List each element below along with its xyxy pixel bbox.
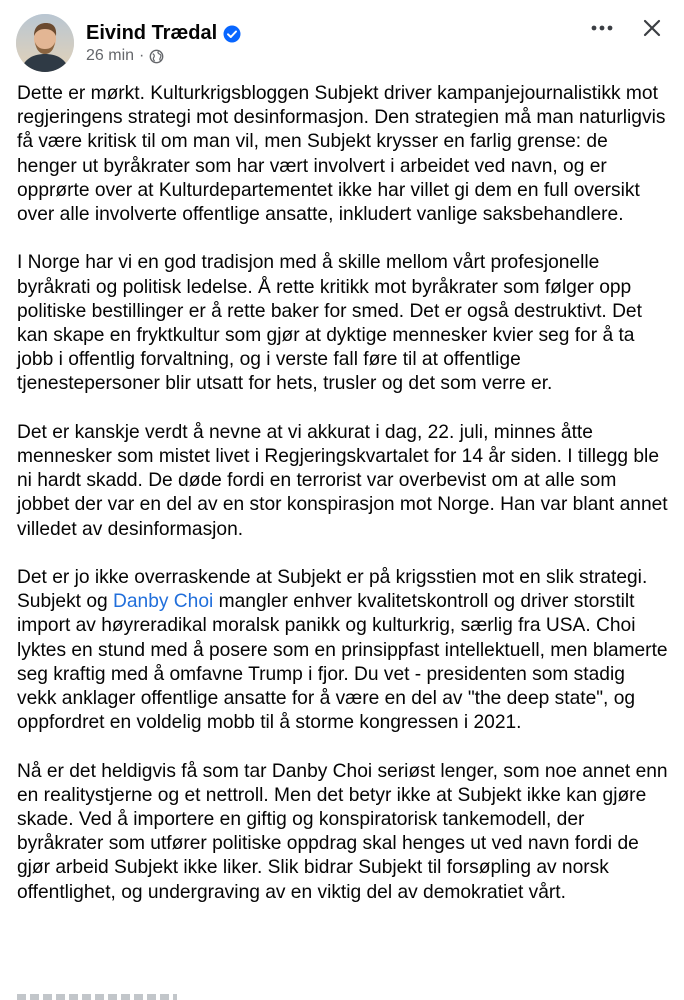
close-icon (642, 18, 662, 38)
paragraph-4-text-after: mangler enhver kvalitetskontroll og driver storstilt import av høyreradikal moralsk panikk og kulturkrig, særlig fra USA. Choi lyktes en stund med å posere som en prinsippfast intellektuell, men blamerte seg kraftig med å omfavne Trump i fjor. Du vet - presidenten som stadig vekk anklager offentlige ansatte for å være en del av "the deep state", og oppfordret en voldelig mobb til å storme kongressen i 2021. (17, 591, 668, 734)
post-paragraph-3: Det er kanskje verdt å nevne at vi akkurat i dag, 22. juli, minnes åtte mennesker som mistet livet i Regjeringskvartalet for 14 år siden. I tillegg ble ni hardt skadd. De døde fordi en terrorist var overbevist om at alle som jobbet der var en del av en stor konspirasjon mot Norge. Han var blant annet villedet av desinformasjon. (17, 421, 668, 540)
paragraph-4-text-before: Det er jo ikke overraskende at Subjekt er på krigsstien mot en slik strategi. Subjekt og (17, 567, 648, 613)
author-name-row[interactable] (86, 20, 241, 46)
post-paragraph-5: Nå er det heldigvis få som tar Danby Choi seriøst lenger, som noe annet enn en realitystjerne og et nettroll. Men det betyr ikke at Subjekt ikke kan gjøre skade. Ved å importere en giftig og konspiratorisk tankemodell, der byråkrater som utfører politiske oppdrag skal henges ut ved navn fordi de gjør arbeid Subjekt ikke liker. Slik bidrar Subjekt til forsøpling av norsk offentlighet, og undergraving av en viktig del av demokratiet vårt. (17, 760, 668, 903)
mention-link-danby-choi[interactable]: Danby Choi (113, 591, 214, 613)
more-options-button[interactable] (584, 14, 620, 42)
globe-icon[interactable] (149, 49, 164, 64)
close-button[interactable] (636, 12, 668, 44)
author-avatar[interactable] (16, 14, 74, 72)
post-paragraph-4 (17, 566, 669, 735)
post-header (0, 0, 684, 80)
post-body (17, 82, 669, 929)
post-paragraph-2: I Norge har vi en god tradisjon med å skille mellom vårt profesjonelle byråkrati og politisk ledelse. Å rette kritikk mot byråkrater som følger opp politiske bestillinger er å rette baker for smed. Det er også destruktivt. Det kan skape en fryktkultur som gjør at dyktige mennesker kvier seg for å ta jobb i offentlig forvaltning, og i verste fall føre til at offentlige tjenestepersoner blir utsatt for hets, trusler og det som verre er. (17, 252, 642, 395)
post-timestamp[interactable]: 26 min (86, 47, 135, 64)
verified-badge-icon (223, 24, 241, 42)
meta-separator: · (139, 47, 145, 64)
author-name[interactable]: Eivind Trædal (86, 22, 218, 44)
post-meta (86, 45, 164, 67)
post-paragraph-1: Dette er mørkt. Kulturkrigsbloggen Subjekt driver kampanjejournalistikk mot regjeringens strategi mot desinformasjon. Den strategien må man naturligvis få være kritisk til om man vil, men Subjekt krysser en farlig grense: de henger ut byråkrater som har vært involvert i arbeidet ved navn, og er opprørte over at Kulturdepartementet ikke har villet gi dem en full oversikt over alle involverte offentlige ansatte, inkludert vanlige saksbehandlere. (17, 83, 666, 226)
more-options-icon (591, 25, 613, 31)
cut-off-text-line (17, 994, 177, 1000)
